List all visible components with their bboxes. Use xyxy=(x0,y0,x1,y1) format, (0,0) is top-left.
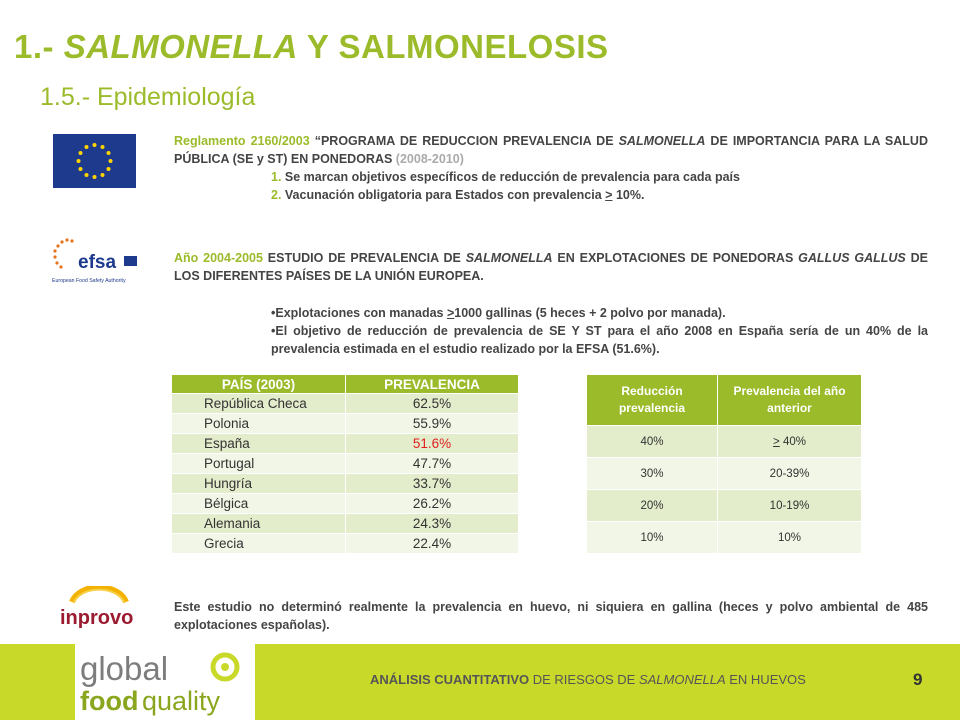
previous-cell: 10-19% xyxy=(718,490,862,522)
table-row xyxy=(587,490,862,522)
table-header-row xyxy=(587,375,862,426)
regulation-italic: SALMONELLA xyxy=(618,134,706,148)
previous-value: 40% xyxy=(779,435,806,448)
efsa-word: efsa xyxy=(78,252,117,273)
footer-text-a: DE RIESGOS DE xyxy=(529,672,639,687)
efsa-study-text xyxy=(174,249,928,285)
ge-symbol: > xyxy=(773,435,780,448)
efsa-bullets xyxy=(271,304,928,358)
value-cell: 62.5% xyxy=(346,394,519,414)
table-row xyxy=(172,414,519,434)
table-row xyxy=(172,494,519,514)
table-row xyxy=(587,458,862,490)
value-cell: 33.7% xyxy=(346,474,519,494)
bullet-text: 1000 gallinas (5 heces + 2 polvo por manada). xyxy=(454,306,726,320)
efsa-text-b: EN EXPLOTACIONES DE PONEDORAS xyxy=(552,251,799,265)
column-header: Reducción prevalencia xyxy=(587,375,718,426)
previous-cell: 10% xyxy=(718,522,862,554)
page-title xyxy=(14,28,609,66)
country-cell: España xyxy=(172,434,346,454)
value-cell: 26.2% xyxy=(346,494,519,514)
footer-italic: SALMONELLA xyxy=(638,672,726,687)
efsa-lead: Año 2004-2005 xyxy=(174,251,263,265)
table-row xyxy=(172,514,519,534)
reduction-cell: 40% xyxy=(587,426,718,458)
regulation-dates: (2008-2010) xyxy=(395,152,464,166)
item-text: 10%. xyxy=(612,188,645,202)
previous-cell xyxy=(718,426,862,458)
efsa-text-a: ESTUDIO DE PREVALENCIA DE xyxy=(262,251,466,265)
table-row xyxy=(587,522,862,554)
table-row xyxy=(172,534,519,554)
ge-symbol: > xyxy=(605,188,613,202)
item-text: Vacunación obligatoria para Estados con prevalencia xyxy=(281,188,606,202)
footer-text-b: EN HUEVOS xyxy=(725,672,806,687)
ge-symbol: > xyxy=(446,306,455,320)
country-cell: Grecia xyxy=(172,534,346,554)
table-header-row xyxy=(172,375,519,394)
column-header: Prevalencia del año anterior xyxy=(718,375,862,426)
value-cell: 24.3% xyxy=(346,514,519,534)
regulation-text-b: DE IMPORTANCIA PARA LA SALUD PÚBLICA (SE y ST) EN PONEDORAS xyxy=(174,134,928,166)
item-number: 2. xyxy=(271,188,282,202)
country-cell: Polonia xyxy=(172,414,346,434)
regulation-text-a: “PROGRAMA DE REDUCCION PREVALENCIA DE xyxy=(309,134,619,148)
bullet-2: •El objetivo de reducción de prevalencia de SE Y ST para el año 2008 en España sería de un 40% de la prevalencia estimada en el estudio realizado por la EFSA (51.6%). xyxy=(271,324,928,356)
table-row xyxy=(587,426,862,458)
efsa-text-c: DE LOS DIFERENTES PAÍSES DE LA UNIÓN EUROPEA. xyxy=(174,251,929,283)
column-header: PREVALENCIA xyxy=(346,375,519,394)
regulation-text xyxy=(174,132,928,204)
regulation-item-2 xyxy=(174,186,928,204)
country-cell: República Checa xyxy=(172,394,346,414)
inprovo-word: inprovo xyxy=(60,607,134,629)
inprovo-note: Este estudio no determinó realmente la prevalencia en huevo, ni siquiera en gallina (heces y polvo ambiental de 485 explotaciones españolas). xyxy=(174,600,928,632)
country-cell: Alemania xyxy=(172,514,346,534)
footer-bold: ANÁLISIS CUANTITATIVO xyxy=(370,672,530,687)
value-cell: 22.4% xyxy=(346,534,519,554)
footer-caption xyxy=(370,672,806,687)
item-number: 1. xyxy=(271,170,282,184)
previous-cell: 20-39% xyxy=(718,458,862,490)
item-text: Se marcan objetivos específicos de reducción de prevalencia para cada país xyxy=(281,170,740,184)
regulation-item-1 xyxy=(174,168,928,186)
bullet-text: •Explotaciones con manadas xyxy=(271,306,447,320)
value-cell-highlight: 51.6% xyxy=(346,434,519,454)
page-subtitle: 1.5.- Epidemiología xyxy=(40,83,256,111)
title-prefix: 1.- xyxy=(14,28,64,65)
efsa-caption: European Food Safety Authority xyxy=(52,278,126,284)
global-word: global xyxy=(80,650,169,687)
efsa-logo xyxy=(50,237,140,287)
title-suffix: Y SALMONELOSIS xyxy=(297,28,609,65)
table-row xyxy=(172,454,519,474)
inprovo-logo xyxy=(56,586,142,632)
page-number: 9 xyxy=(913,670,923,689)
value-cell: 55.9% xyxy=(346,414,519,434)
column-header: PAÍS (2003) xyxy=(172,375,346,394)
table-row xyxy=(172,434,519,454)
title-italic: SALMONELLA xyxy=(63,28,298,65)
quality-word: quality xyxy=(142,686,221,716)
country-cell: Hungría xyxy=(172,474,346,494)
reduction-table xyxy=(586,374,862,554)
global-food-quality-logo xyxy=(78,650,254,721)
reduction-cell: 10% xyxy=(587,522,718,554)
bullet-1 xyxy=(271,304,928,322)
table-row xyxy=(172,394,519,414)
food-word: food xyxy=(80,686,139,716)
country-cell: Portugal xyxy=(172,454,346,474)
table-row xyxy=(172,474,519,494)
reduction-cell: 30% xyxy=(587,458,718,490)
eu-flag-icon xyxy=(53,134,136,188)
efsa-italic-1: SALMONELLA xyxy=(465,251,553,265)
country-cell: Bélgica xyxy=(172,494,346,514)
reduction-cell: 20% xyxy=(587,490,718,522)
efsa-italic-2: GALLUS GALLUS xyxy=(798,251,906,265)
country-prevalence-table xyxy=(171,374,519,554)
regulation-lead: Reglamento 2160/2003 xyxy=(174,134,310,148)
value-cell: 47.7% xyxy=(346,454,519,474)
